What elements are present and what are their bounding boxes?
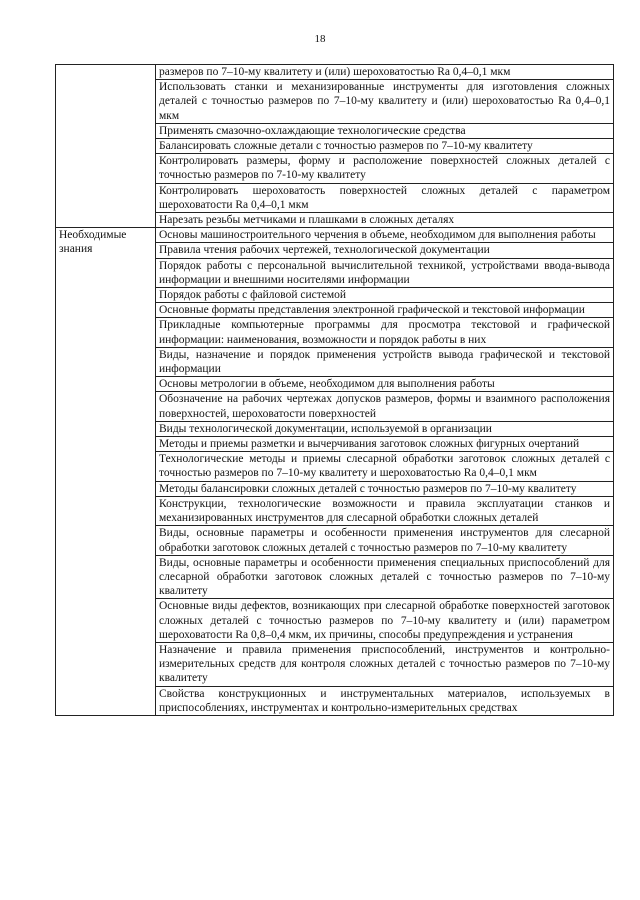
requirements-table: [55, 64, 614, 716]
requirement-cell: Конструкции, технологические возможности и правила эксплуатации станков и механизированных инструментов для слесарной обработки сложных деталей: [156, 496, 614, 525]
requirement-cell: Основные виды дефектов, возникающих при слесарной обработке поверхностей заготовок сложных деталей с точностью размеров по 7–10-му квалитету и (или) параметром шероховатости Ra 0,8–0,4 мкм, их причины, способы предупреждения и устранения: [156, 599, 614, 643]
requirement-cell: Прикладные компьютерные программы для просмотра текстовой и графической информации: наименования, возможности и порядок работы в них: [156, 318, 614, 347]
requirements-table-body: [56, 65, 614, 716]
requirement-cell: Нарезать резьбы метчиками и плашками в сложных деталях: [156, 213, 614, 228]
requirement-cell: Контролировать шероховатость поверхностей сложных деталей с параметром шероховатости Ra 0,4–0,1 мкм: [156, 183, 614, 212]
requirement-cell: Методы и приемы разметки и вычерчивания заготовок сложных фигурных очертаний: [156, 437, 614, 452]
requirement-cell: Виды, основные параметры и особенности применения инструментов для слесарной обработки заготовок сложных деталей с точностью размеров по 7–10-му квалитету: [156, 526, 614, 555]
requirement-cell: Контролировать размеры, форму и расположение поверхностей сложных деталей с точностью размеров по 7-10-му квалитету: [156, 154, 614, 183]
requirement-cell: Технологические методы и приемы слесарной обработки заготовок сложных деталей с точностью размеров по 7–10-му квалитету и шероховатостью Ra 0,4–0,1 мкм: [156, 452, 614, 481]
requirement-cell: Основы метрологии в объеме, необходимом для выполнения работы: [156, 377, 614, 392]
category-cell: [56, 65, 156, 228]
requirement-cell: Основы машиностроительного черчения в объеме, необходимом для выполнения работы: [156, 228, 614, 243]
requirement-cell: Виды, основные параметры и особенности применения специальных приспособлений для слесарной обработки заготовок сложных деталей с точностью размеров по 7–10-му квалитету: [156, 555, 614, 599]
requirement-cell: Виды, назначение и порядок применения устройств вывода графической и текстовой информации: [156, 347, 614, 376]
requirement-cell: Применять смазочно-охлаждающие технологические средства: [156, 123, 614, 138]
table-row: [56, 65, 614, 80]
requirement-cell: Виды технологической документации, используемой в организации: [156, 421, 614, 436]
requirement-cell: Правила чтения рабочих чертежей, технологической документации: [156, 243, 614, 258]
requirement-cell: Основные форматы представления электронной графической и текстовой информации: [156, 303, 614, 318]
table-row: [56, 228, 614, 243]
requirement-cell: Свойства конструкционных и инструментальных материалов, используемых в приспособлениях, инструментах и контрольно-измерительных средствах: [156, 686, 614, 715]
requirement-cell: Обозначение на рабочих чертежах допусков размеров, формы и взаимного расположения поверхностей, шероховатости поверхностей: [156, 392, 614, 421]
requirement-cell: Назначение и правила применения приспособлений, инструментов и контрольно-измерительных средств для контроля сложных деталей с точностью размеров по 7–10-му квалитету: [156, 642, 614, 686]
requirement-cell: Порядок работы с файловой системой: [156, 288, 614, 303]
requirement-cell: Методы балансировки сложных деталей с точностью размеров по 7–10-му квалитету: [156, 481, 614, 496]
category-cell: Необходимые знания: [56, 228, 156, 716]
requirement-cell: Порядок работы с персональной вычислительной техникой, устройствами ввода-вывода информации и внешними носителями информации: [156, 258, 614, 287]
requirement-cell: размеров по 7–10-му квалитету и (или) шероховатостью Ra 0,4–0,1 мкм: [156, 65, 614, 80]
requirement-cell: Использовать станки и механизированные инструменты для изготовления сложных деталей с точностью размеров по 7–10-му квалитету и (или) шероховатостью Ra 0,4–0,1 мкм: [156, 80, 614, 124]
page-number: 18: [314, 33, 326, 45]
requirement-cell: Балансировать сложные детали с точностью размеров по 7–10-му квалитету: [156, 139, 614, 154]
